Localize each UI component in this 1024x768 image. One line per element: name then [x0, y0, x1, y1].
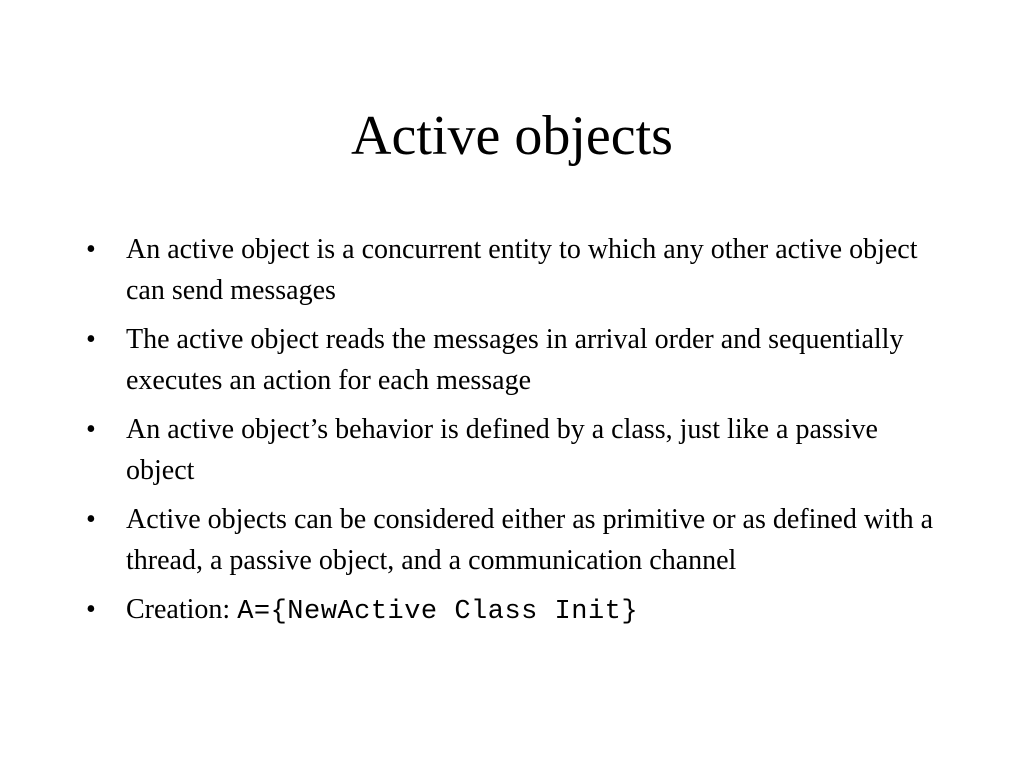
bullet-item — [86, 319, 946, 401]
bullet-text: An active object is a concurrent entity to which any other active object can send messages — [126, 234, 918, 306]
bullet-dot-icon: • — [86, 324, 96, 355]
bullet-item — [86, 499, 946, 581]
bullet-text: The active object reads the messages in arrival order and sequentially executes an action for each message — [126, 324, 904, 396]
bullet-dot-icon: • — [86, 414, 96, 445]
bullet-dot-icon: • — [86, 594, 96, 625]
bullet-dot-icon: • — [86, 234, 96, 265]
bullet-text: An active object’s behavior is defined by a class, just like a passive object — [126, 414, 878, 486]
slide-title: Active objects — [351, 105, 673, 167]
bullet-item — [86, 229, 946, 311]
bullet-item — [86, 409, 946, 491]
creation-code: A={NewActive Class Init} — [237, 597, 639, 627]
bullet-item — [86, 589, 946, 633]
creation-label: Creation: — [126, 594, 238, 625]
bullet-list — [86, 229, 946, 641]
bullet-text: Active objects can be considered either as primitive or as defined with a thread, a passive object, and a communication channel — [126, 504, 934, 576]
bullet-dot-icon: • — [86, 504, 96, 535]
